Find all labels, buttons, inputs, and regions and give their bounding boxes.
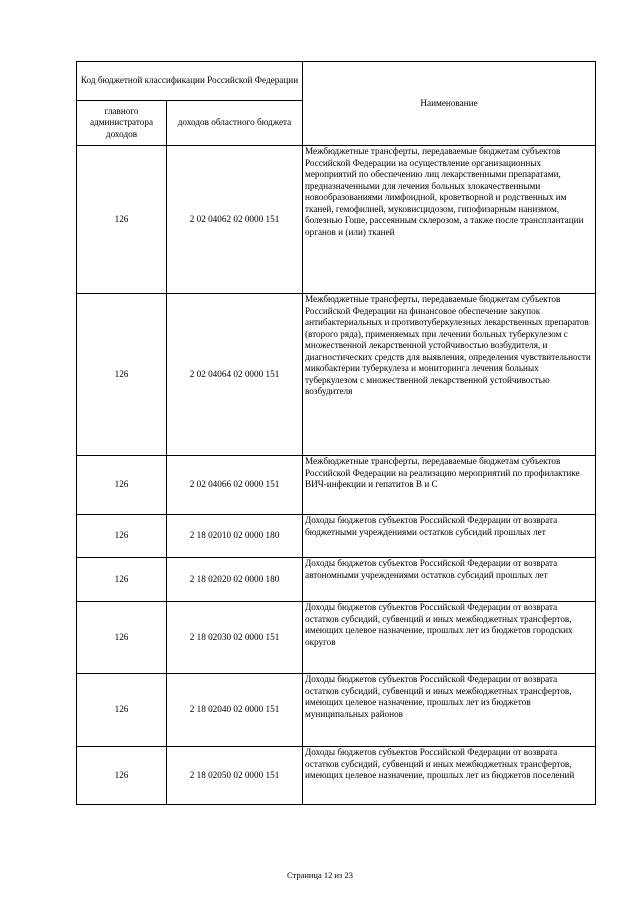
table-row [77,294,596,456]
table-row [77,558,596,602]
admin-code-cell: 126 [77,294,167,456]
name-cell: Межбюджетные трансферты, передаваемые бюджетам субъектов Российской Федерации на реализацию мероприятий по профилактике ВИЧ-инфекции и гепатитов В и С [303,456,596,515]
table-row [77,747,596,805]
admin-code-cell: 126 [77,146,167,294]
budget-code-cell: 2 18 02010 02 0000 180 [167,515,303,558]
table-row [77,674,596,747]
admin-code-cell: 126 [77,558,167,602]
table-row [77,146,596,294]
budget-classification-table [76,61,596,805]
admin-code-cell: 126 [77,602,167,674]
header-chief-administrator: главного администратора доходов [77,101,167,146]
budget-code-cell: 2 02 04064 02 0000 151 [167,294,303,456]
budget-code-cell: 2 18 02020 02 0000 180 [167,558,303,602]
header-name: Наименование [303,62,596,146]
admin-code-cell: 126 [77,747,167,805]
table-row [77,515,596,558]
budget-code-cell: 2 02 04066 02 0000 151 [167,456,303,515]
header-regional-budget-income: доходов областного бюджета [167,101,303,146]
name-cell: Доходы бюджетов субъектов Российской Федерации от возврата остатков субсидий, субвенций и иных межбюджетных трансфертов, имеющих целевое назначение, прошлых лет из бюджетов городских округов [303,602,596,674]
name-cell: Межбюджетные трансферты, передаваемые бюджетам субъектов Российской Федерации на финансовое обеспечение закупок антибактериальных и противотуберкулезных лекарственных препаратов (второго ряда), применяемых при лечении больных туберкулезом с множественной лекарственной устойчивостью возбудителя, и диагностических средств для выявления, определения чувствительности микобактерии туберкулеза и мониторинга лечения больных туберкулезом с множественной лекарственной устойчивостью возбудителя [303,294,596,456]
budget-code-cell: 2 18 02030 02 0000 151 [167,602,303,674]
admin-code-cell: 126 [77,456,167,515]
name-cell: Доходы бюджетов субъектов Российской Федерации от возврата автономными учреждениями остатков субсидий прошлых лет [303,558,596,602]
page-number-footer: Страница 12 из 23 [286,870,354,880]
budget-code-cell: 2 18 02050 02 0000 151 [167,747,303,805]
budget-code-cell: 2 18 02040 02 0000 151 [167,674,303,747]
admin-code-cell: 126 [77,515,167,558]
admin-code-cell: 126 [77,674,167,747]
budget-code-cell: 2 02 04062 02 0000 151 [167,146,303,294]
header-budget-code-group: Код бюджетной классификации Российской Федерации [77,62,303,101]
name-cell: Доходы бюджетов субъектов Российской Федерации от возврата остатков субсидий, субвенций и иных межбюджетных трансфертов, имеющих целевое назначение, прошлых лет из бюджетов поселений [303,747,596,805]
name-cell: Доходы бюджетов субъектов Российской Федерации от возврата остатков субсидий, субвенций и иных межбюджетных трансфертов, имеющих целевое назначение, прошлых лет из бюджетов муниципальных районов [303,674,596,747]
name-cell: Межбюджетные трансферты, передаваемые бюджетам субъектов Российской Федерации на осуществление организационных мероприятий по обеспечению лиц лекарственными препаратами, предназначенными для лечения больных злокачественными новообразованиями лимфоидной, кроветворной и родственных им тканей, гемофилией, муковисцидозом, гипофизарным нанизмом, болезнью Гоше, рассеянным склерозом, а также после трансплантации органов и (или) тканей [303,146,596,294]
name-cell: Доходы бюджетов субъектов Российской Федерации от возврата бюджетными учреждениями остатков субсидий прошлых лет [303,515,596,558]
table-row [77,602,596,674]
table-row [77,456,596,515]
